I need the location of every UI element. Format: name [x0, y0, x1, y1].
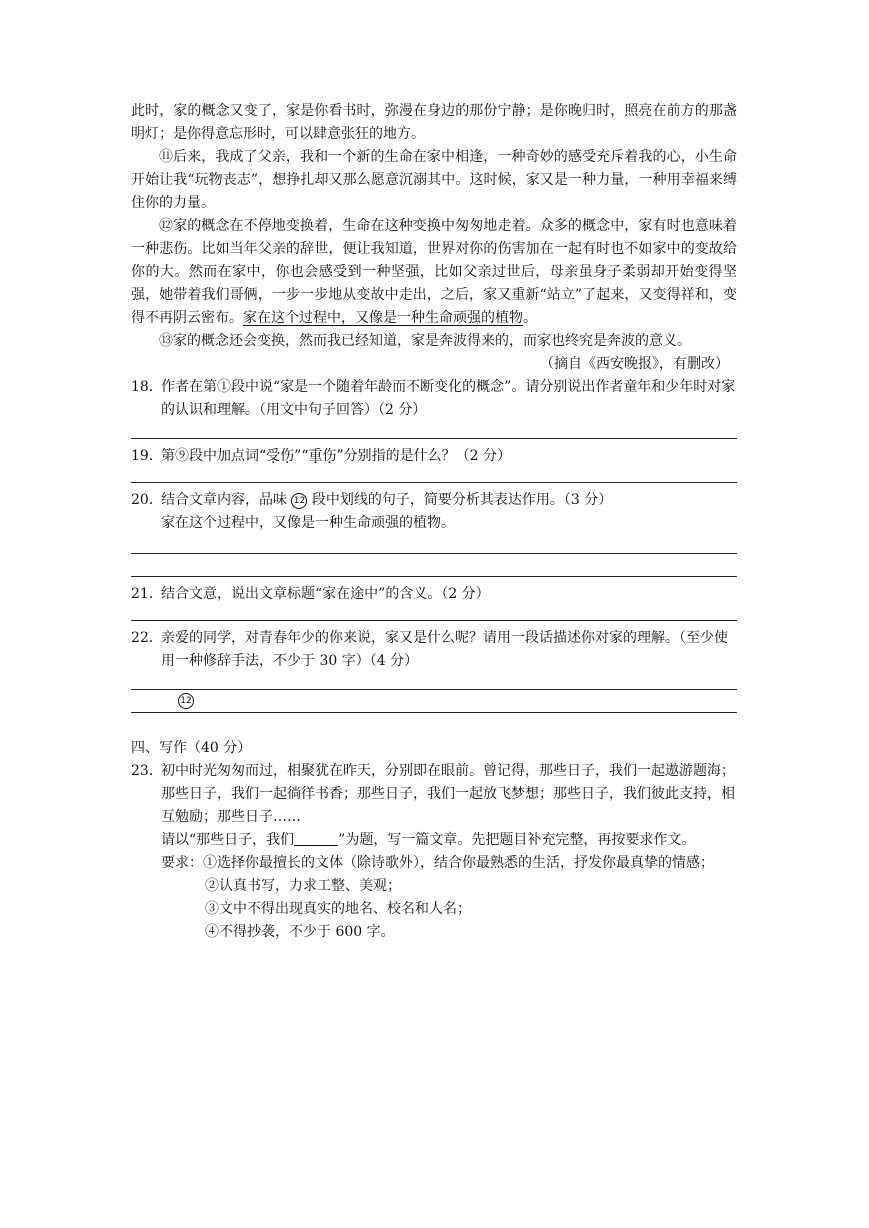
question-number: 18． — [131, 379, 163, 395]
passage-paragraph-13: ⑬家的概念还会变换，然而我已经知道，家是奔波得来的，而家也终究是奔波的意义。 — [159, 333, 691, 349]
question-text: 初中时光匆匆而过，相聚犹在昨天，分别即在眼前。曾记得，那些日子，我们一起遨游题海；那些日子，我们一起徜徉书香；那些日子，我们一起放飞梦想；那些日子，我们彼此支持，相互勉励；那些日子…… — [161, 763, 735, 825]
paragraph-12-text: ⑫家的概念在不停地变换着，生命在这种变换中匆匆地走着。众多的概念中，家有时也意味着一种悲伤。比如当年父亲的辞世，便让我知道，世界对你的伤害加在一起有时也不如家中的变故给你的大。然而在家中，你也会感受到一种坚强，比如父亲过世后，母亲虽身子柔弱却开始变得坚强，她带着我们哥俩，一步一步地从变故中走出，之后，家又重新“站立”了起来，又变得祥和，变得不再阴云密布。 — [131, 218, 737, 326]
question-number: 22． — [131, 630, 163, 646]
section-heading-writing: 四、写作（40 分） — [131, 740, 252, 756]
text-segment: 段中划线的句子，简要分析其表达作用。（3 分） — [311, 492, 613, 508]
dotted-char: 重 — [308, 448, 323, 464]
question-number: 20． — [131, 492, 163, 508]
question-22 — [131, 627, 737, 673]
question-18 — [131, 376, 737, 422]
dotted-char: 受 — [266, 448, 281, 464]
passage-paragraph-12 — [131, 215, 737, 330]
passage-paragraph-10: 此时，家的概念又变了，家是你看书时，弥漫在身边的那份宁静；是你晚归时，照亮在前方的那盏明灯；是你得意忘形时，可以肆意张狂的地方。 — [131, 103, 737, 142]
requirement-text: ①选择你最擅长的文体（除诗歌外），结合你最熟悉的生活，抒发你最真挚的情感； — [203, 855, 714, 871]
requirement-1 — [131, 852, 737, 875]
text-segment: 第⑨段中加点词“ — [161, 448, 267, 464]
question-text — [161, 445, 737, 468]
paragraph-12-end: 。 — [523, 310, 537, 326]
text-segment: 请以“那些日子，我们 — [161, 832, 295, 848]
text-segment: ”“ — [294, 448, 309, 464]
question-21 — [131, 583, 737, 606]
question-19 — [131, 445, 737, 468]
question-20 — [131, 489, 737, 535]
question-number: 23． — [131, 763, 163, 779]
requirement-3: ③文中不得出现真实的地名、校名和人名； — [205, 901, 471, 917]
question-number: 21． — [131, 586, 163, 602]
requirement-2: ②认真书写，力求工整、美观； — [205, 878, 401, 894]
requirement-4: ④不得抄袭，不少于 600 字。 — [205, 924, 395, 940]
passage-source: （摘自《西安晚报》，有删改） — [540, 356, 729, 372]
question-23 — [131, 760, 737, 852]
text-segment: ”分别指的是什么？（2 分） — [336, 448, 512, 464]
dotted-char: 伤 — [280, 448, 295, 464]
underlined-sentence: 家在这个过程中，又像是一种生命顽强的植物 — [243, 310, 523, 326]
requirements-label: 要求： — [161, 855, 203, 871]
text-segment: ”为题，写一篇文章。先把题目补充完整，再按要求作文。 — [338, 832, 696, 848]
question-text: 作者在第①段中说“家是一个随着年龄而不断变化的概念”。请分别说出作者童年和少年时对家的认识和理解。（用文中句子回答）（2 分） — [161, 379, 736, 418]
quoted-sentence: 家在这个过程中，又像是一种生命顽强的植物。 — [161, 515, 455, 531]
question-text: 结合文意，说出文章标题“家在途中”的含义。（2 分） — [161, 586, 490, 602]
passage-paragraph-11: ⑪后来，我成了父亲，我和一个新的生命在家中相逢，一种奇妙的感受充斥着我的心，小生命开始让我“玩物丧志”，想挣扎却又那么愿意沉溺其中。这时候，家又是一种力量，一种用幸福来缚住你的力量。 — [131, 149, 737, 211]
question-text — [161, 489, 737, 512]
text-segment: 结合文章内容，品味 — [161, 492, 287, 508]
exam-page — [131, 100, 737, 944]
circled-number: 12 — [291, 493, 307, 509]
question-number: 19． — [131, 448, 163, 464]
dotted-char: 伤 — [322, 448, 337, 464]
title-blank[interactable] — [294, 831, 338, 846]
circled-number: 12 — [178, 693, 194, 709]
answer-row — [131, 690, 737, 712]
writing-prompt — [161, 829, 737, 852]
question-text: 亲爱的同学，对青春年少的你来说，家又是什么呢？请用一段话描述你对家的理解。（至少使用一种修辞手法，不少于 30 字）（4 分） — [161, 630, 728, 669]
